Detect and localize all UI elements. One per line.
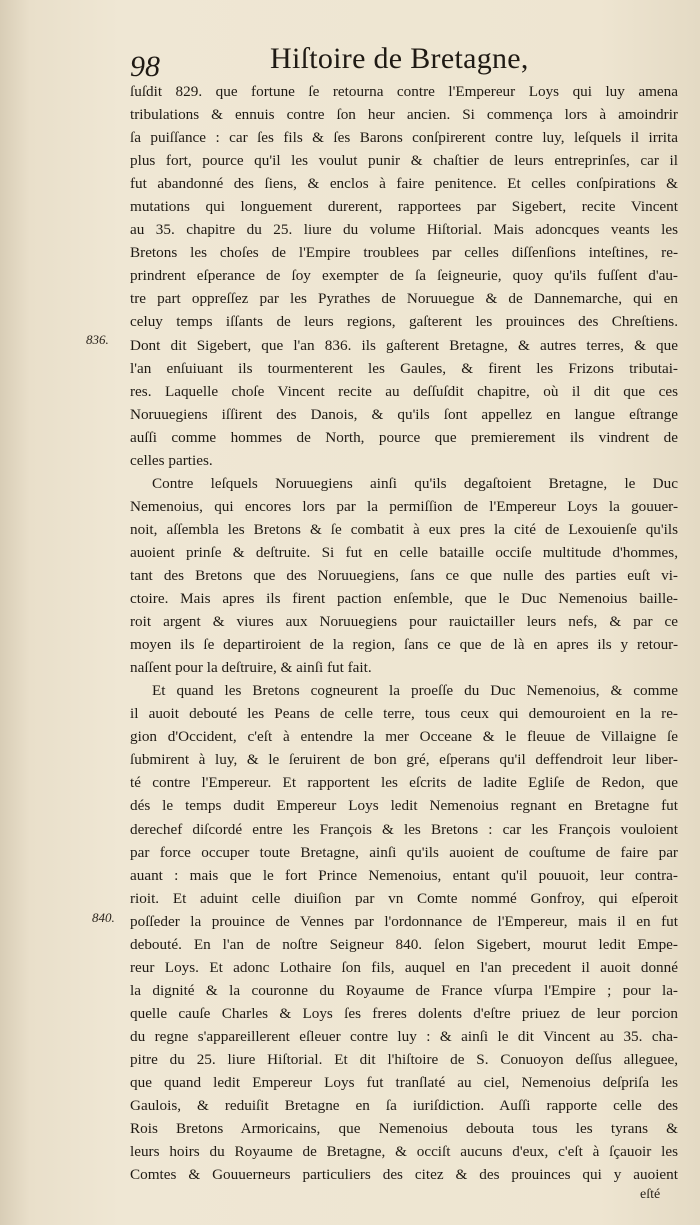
text-line: auant : mais que le fort Prince Nemenoius, entant qu'il pouuoit, leur contra-	[130, 866, 678, 884]
text-line: moyen ils ſe departiroient de la region, ſans ce que de là en apres ils y retour-	[130, 636, 678, 654]
text-line: roit argent & viures aux Noruuegiens pour rauictailler leurs nefs, & par ce	[130, 613, 678, 631]
text-line: poſſeder la prouince de Vennes par l'ordonnance de l'Empereur, mais il en fut	[130, 912, 678, 930]
text-line: res. Laquelle choſe Vincent recite au deſſuſdit chapitre, où il dit que ces	[130, 382, 678, 400]
text-line: Noruuegiens iſſirent des Danois, & qu'ils ſont appellez en langue eſtrange	[130, 405, 678, 423]
text-line: auoient prinſe & deſtruite. Si fut en celle bataille occiſe multitude d'hommes,	[130, 543, 678, 561]
text-line: tre part oppreſſez par les Pyrathes de Noruuegue & de Dannemarche, qui en	[130, 290, 678, 308]
margin-note-year-840: 840.	[92, 910, 115, 925]
text-line: prindrent eſperance de ſoy exempter de ſa ſeigneurie, quoy qu'ils fuſſent d'au-	[130, 267, 678, 285]
text-line: Bretons les choſes de l'Empire troublees par celles diſſenſions inteſtines, re-	[130, 244, 678, 262]
text-line: celuy temps iſſants de leurs regions, gaſterent les prouinces des Chreſtiens.	[130, 313, 678, 331]
text-line: gion d'Occident, c'eſt à entendre la mer Occeane & le fleuue de Villaigne ſe	[130, 728, 678, 746]
text-line: auſſi comme hommes de North, pource que premierement ils vindrent de	[130, 428, 678, 446]
text-line: ctoire. Mais apres ils firent paction enſemble, que le Duc Nemenoius baille-	[130, 590, 678, 608]
paragraph-end-line: celles parties.	[130, 451, 213, 469]
text-line: l'an enſuiuant ils tourmenterent les Gaules, & firent les Frizons tributai-	[130, 359, 678, 377]
text-line: ſubmirent à luy, & le ſeruirent de bon gré, eſperans qu'il deffendroit leur liber-	[130, 751, 678, 769]
text-line: mutations qui longuement durerent, rapportees par Sigebert, recite Vincent	[130, 198, 678, 216]
text-line: tant des Bretons que des Noruuegiens, ſans ce que nulle des parties euſt vi-	[130, 566, 678, 584]
text-line: leurs hoirs du Royaume de Bretagne, & occiſt aucuns d'eux, c'eſt à ſçauoir les	[130, 1143, 678, 1161]
body-text	[130, 80, 678, 1186]
text-line: plus fort, pource qu'il les voulut punir & chaſtier de leurs entreprinſes, car il	[130, 152, 678, 170]
paragraph-start-line: Et quand les Bretons cogneurent la proeſſe du Duc Nemenoius, & comme	[152, 682, 678, 700]
text-line: Nemenoius, qui encores lors par la permiſſion de l'Empereur Loys la gouuer-	[130, 497, 678, 515]
text-line: rioit. Et aduint celle diuiſion par vn Comte nommé Gonfroy, qui eſperoit	[130, 889, 678, 907]
text-line: que quand ledit Empereur Loys fut tranſlaté au ciel, Nemenoius deſpriſa les	[130, 1074, 678, 1092]
text-line: au 35. chapitre du 25. liure du volume Hiſtorial. Mais adoncques veants les	[130, 221, 678, 239]
text-line: noit, aſſembla les Bretons & ſe combatit à eux pres la cité de Lexouienſe qu'ils	[130, 520, 678, 538]
text-line: ſa puiſſance : car ſes fils & ſes Barons conſpirerent contre luy, leſquels il irrita	[130, 129, 678, 147]
text-line: du regne s'appareillerent eſleuer contre luy : & ainſi le dit Vincent au 35. cha-	[130, 1027, 678, 1045]
margin-note-year-836: 836.	[86, 332, 109, 347]
text-line: la dignité & la couronne du Royaume de France vſurpa l'Empire ; pour la-	[130, 981, 678, 999]
catchword: eſté	[640, 1187, 661, 1202]
text-line: quelle cauſe Charles & Loys ſes freres dolents d'eſtre priuez de leur porcion	[130, 1004, 678, 1022]
page-header	[130, 38, 650, 83]
text-line: tribulations & ennuis contre ſon heur ancien. Si commença lors à amoindrir	[130, 106, 678, 124]
paragraph-start-line: Contre leſquels Noruuegiens ainſi qu'ils degaſtoient Bretagne, le Duc	[152, 474, 678, 492]
text-line: par force occuper toute Bretagne, ainſi qu'ils auoient de couſtume de faire par	[130, 843, 678, 861]
page-number: 98	[130, 50, 160, 83]
text-line: derechef diſcordé entre les François & les Bretons : car les François vouloient	[130, 820, 678, 838]
text-line: té contre l'Empereur. Et rapportent les eſcrits de ladite Egliſe de Redon, que	[130, 774, 678, 792]
text-line: pitre du 25. liure Hiſtorial. Et dit l'hiſtoire de S. Conuoyon deſſus alleguee,	[130, 1050, 678, 1068]
text-line: Gaulois, & reduiſit Bretagne en ſa iuriſdiction. Auſſi rapporte celle des	[130, 1097, 678, 1115]
paragraph-end-line: naſſent pour la deſtruire, & ainſi fut fait.	[130, 659, 372, 677]
text-line: Rois Bretons Armoricains, que Nemenoius debouta tous les tyrans &	[130, 1120, 678, 1138]
text-line: il auoit debouté les Peans de celle terre, tous ceux qui demouroient en la re-	[130, 705, 678, 723]
text-line: ſuſdit 829. que fortune ſe retourna contre l'Empereur Loys qui luy amena	[130, 83, 678, 100]
text-line: debouté. En l'an de noſtre Seigneur 840. ſelon Sigebert, mourut ledit Empe-	[130, 935, 678, 953]
text-line: Comtes & Gouuerneurs particuliers des citez & des prouinces qui y auoient	[130, 1166, 678, 1184]
text-line: Dont dit Sigebert, que l'an 836. ils gaſterent Bretagne, & autres terres, & que	[130, 336, 678, 354]
text-line: fut abandonné des ſiens, & enclos à faire penitence. Et celles conſpirations &	[130, 175, 678, 193]
running-title: Hiſtoire de Bretagne,	[270, 42, 529, 75]
text-line: dés le temps dudit Empereur Loys ledit Nemenoius regnant en Bretagne fut	[130, 797, 678, 815]
text-line: reur Loys. Et adonc Lothaire ſon fils, auquel en l'an precedent il auoit donné	[130, 958, 678, 976]
